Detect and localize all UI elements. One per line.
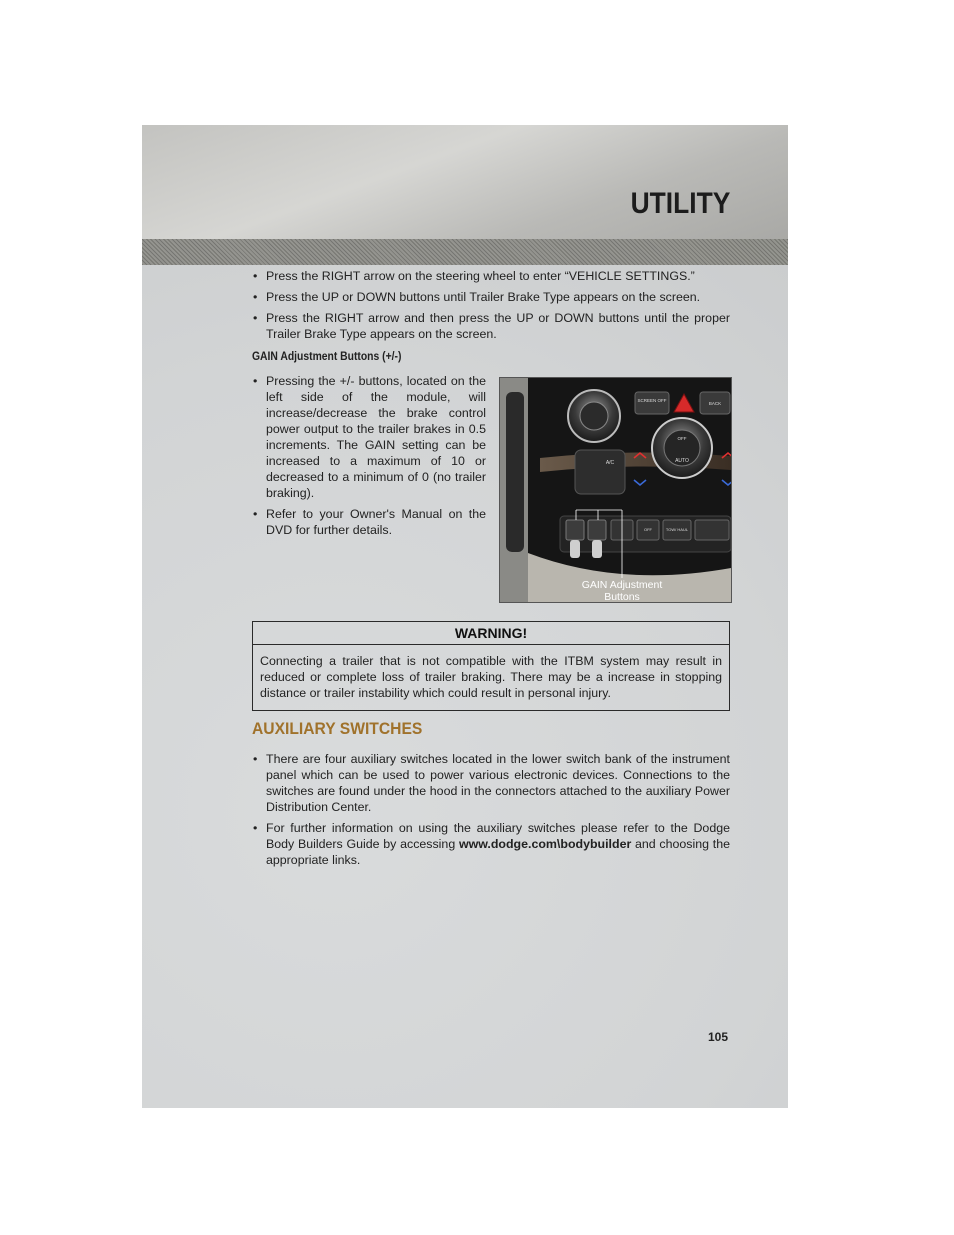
control-panel-illustration — [500, 378, 731, 602]
photo-caption-line1: GAIN Adjustment — [581, 579, 663, 591]
gain-list — [252, 373, 486, 543]
gain-minus-paddle — [570, 540, 580, 558]
aux-text-pre: For further information on using the auxiliary switches please refer to the Dodge Body Builders Guide by accessing — [266, 821, 730, 851]
gain-plus-button — [588, 520, 606, 540]
screen-off-label: SCREEN OFF — [637, 398, 667, 403]
auto-label: AUTO — [675, 458, 689, 464]
list-item: • Press the UP or DOWN buttons until Trailer Brake Type appears on the screen. — [252, 289, 730, 305]
gain-heading: GAIN Adjustment Buttons (+/-) — [252, 351, 402, 363]
aux-heading: AUXILIARY SWITCHES — [252, 719, 423, 738]
gain-minus-button — [566, 520, 584, 540]
list-item — [252, 820, 730, 868]
back-label: BACK — [708, 401, 722, 406]
warning-text: Connecting a trailer that is not compatible with the ITBM system may result in reduced or complete loss of trailer braking. There may be a increase in stopping distance or trailer instability which could result in personal injury. — [260, 654, 722, 700]
warning-box — [252, 621, 730, 711]
gain-plus-paddle — [592, 540, 602, 558]
aux-text-post: and choosing the appropriate links. — [266, 837, 730, 867]
page-number: 105 — [708, 1030, 729, 1044]
section-header — [142, 125, 788, 239]
list-item: • Refer to your Owner's Manual on the DVD for further details. — [252, 506, 486, 538]
header-texture-band — [142, 239, 788, 265]
off-label: OFF — [677, 436, 687, 441]
bodybuilder-link[interactable]: www.dodge.com\bodybuilder — [458, 837, 632, 851]
tow-haul-label: TOW/ HAUL — [665, 527, 689, 532]
list-item: • There are four auxiliary switches located in the lower switch bank of the instrument panel which can be used to power various electronic devices. Connections to the switches are found under the hood in the connectors attached to the auxiliary Power Distribution Center. — [252, 751, 730, 815]
control-panel-photo — [499, 377, 732, 603]
manual-page — [142, 125, 788, 1108]
aux-list — [252, 751, 730, 873]
screen-off-button — [635, 392, 669, 414]
list-item: • Press the RIGHT arrow and then press the UP or DOWN buttons until the proper Trailer Brake Type appears on the screen. — [252, 310, 730, 342]
setup-steps-list — [252, 268, 730, 347]
list-item: • Pressing the +/- buttons, located on the left side of the module, will increase/decrease the brake control power output to the trailer brakes in 0.5 increments. The GAIN setting can be increased to a maximum of 10 or decreased to a minimum of 0 (no trailer braking). — [252, 373, 486, 501]
list-item: • Press the RIGHT arrow on the steering wheel to enter “VEHICLE SETTINGS.” — [252, 268, 730, 284]
ac-label: A/C — [605, 460, 615, 466]
ac-button-group — [575, 450, 625, 494]
warning-title: WARNING! — [253, 622, 729, 645]
photo-caption-line2: Buttons — [604, 591, 640, 602]
esc-off-label: OFF — [644, 527, 652, 532]
section-title: UTILITY — [630, 187, 730, 220]
